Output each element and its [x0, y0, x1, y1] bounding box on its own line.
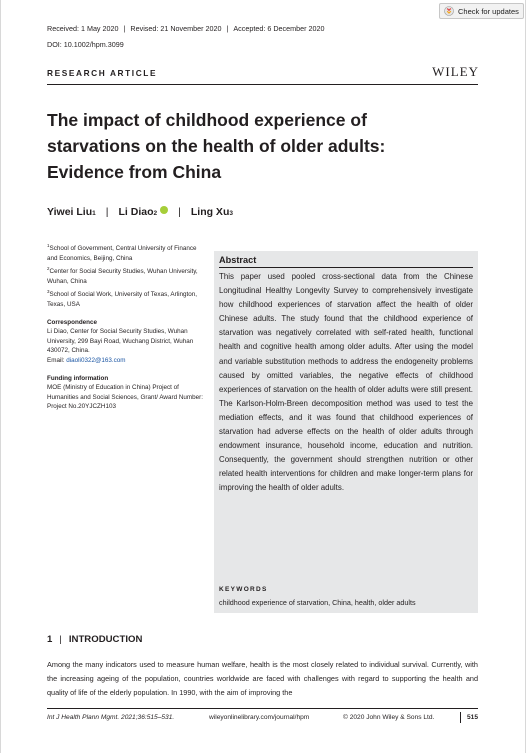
- footer-rule: [47, 708, 478, 709]
- affiliation: $^2$Center for Social Security Studies, Wuhan University, Wuhan, China: [47, 266, 198, 285]
- abstract-rule: [219, 267, 473, 268]
- author-separator: |: [178, 206, 181, 218]
- article-sidebar: [47, 244, 207, 412]
- keywords-heading: KEYWORDS: [219, 586, 268, 593]
- abstract-heading: Abstract: [219, 255, 257, 265]
- check-updates-icon: [444, 6, 454, 16]
- author-name[interactable]: Yiwei Liu: [47, 206, 93, 218]
- author-list: Yiwei Liu 1 | Li Diao 2 | Ling Xu 3: [47, 206, 233, 218]
- introduction-paragraph: Among the many indicators used to measure human welfare, health is the most closely related to individual survival. Currently, with the increasing ageing of the population, countries worldwide are faced with challenges with regard to supporting the health and quality of life of the elderly population. In 1990, with the aim of improving the: [47, 660, 478, 698]
- funding-body: MOE (Ministry of Education in China) Project of Humanities and Social Sciences, Grant/ Award Number: Project No.20YJCZH103: [47, 384, 203, 411]
- received-date: Received: 1 May 2020: [47, 24, 119, 33]
- author-name[interactable]: Ling Xu: [190, 206, 230, 218]
- affiliation: $^3$School of Social Work, University of Texas, Arlington, Texas, USA: [47, 289, 197, 308]
- date-separator: |: [226, 24, 229, 33]
- section-number: 1: [47, 634, 53, 645]
- section-separator: |: [59, 634, 62, 645]
- article-dates: [47, 24, 324, 33]
- journal-citation: Int J Health Plann Mgmt. 2021;36:515–531.: [47, 714, 175, 721]
- header-rule: [47, 84, 478, 85]
- check-for-updates-button[interactable]: [439, 3, 524, 19]
- abstract-text: This paper used pooled cross-sectional data from the Chinese Longitudinal Healthy Longevity Survey to comprehensively investigate how childhood experiences of starvation affect the health of older Chinese adults. The study found that the childhood experience of starvation was negatively correlated with self-rated health, functional health and cognitive health among older adults. After using the model and variable substitution methods to address the endogeneity problems caused by omitted variables, the negative effects of childhood experiences of starvation on the health of older adults were still present. The Karlson-Holm-Breen decomposition method was used to test the mediation effects, and it was found that childhood experiences of starvation had adverse effects on the health of older adults through endowment insurance, household income, education and nutrition. Consequently, the government should strengthen nutrition or other related health interventions for children and make longer-term plans for improving the health of older adults.: [219, 272, 473, 493]
- title-line: The impact of childhood experience of: [47, 110, 367, 130]
- copyright: © 2020 John Wiley & Sons Ltd.: [343, 714, 435, 721]
- author-name[interactable]: Li Diao: [118, 206, 154, 218]
- funding-heading: Funding information: [47, 374, 109, 382]
- affiliation: $^1$School of Government, Central University of Finance and Economics, Beijing, China: [47, 242, 197, 262]
- title-line: starvations on the health of older adults:: [47, 136, 386, 156]
- date-separator: |: [123, 24, 126, 33]
- title-line: Evidence from China: [47, 162, 222, 182]
- revised-date: Revised: 21 November 2020: [130, 24, 222, 33]
- keywords: childhood experience of starvation, China, health, older adults: [219, 598, 416, 607]
- publisher-logo: WILEY: [432, 64, 479, 79]
- doi: DOI: 10.1002/hpm.3099: [47, 40, 124, 49]
- article-type: RESEARCH ARTICLE: [47, 68, 158, 78]
- article-title: [47, 107, 447, 185]
- orcid-icon[interactable]: [160, 206, 168, 214]
- journal-url[interactable]: wileyonlinelibrary.com/journal/hpm: [209, 714, 310, 721]
- correspondence-heading: Correspondence: [47, 318, 98, 326]
- author-separator: |: [105, 206, 109, 218]
- page-number: 515: [466, 714, 478, 721]
- accepted-date: Accepted: 6 December 2020: [233, 24, 325, 33]
- section-heading: [47, 634, 142, 645]
- section-title: INTRODUCTION: [68, 634, 143, 645]
- correspondence-email: Email: diaoli0322@163.com: [47, 356, 126, 364]
- check-updates-label: Check for updates: [458, 6, 519, 16]
- email-link[interactable]: diaoli0322@163.com: [66, 356, 126, 364]
- footer-divider: [460, 712, 461, 723]
- correspondence-body: Li Diao, Center for Social Security Studies, Wuhan University, 299 Bayi Road, Wuchang District, Wuhan 430072, China.: [47, 328, 194, 355]
